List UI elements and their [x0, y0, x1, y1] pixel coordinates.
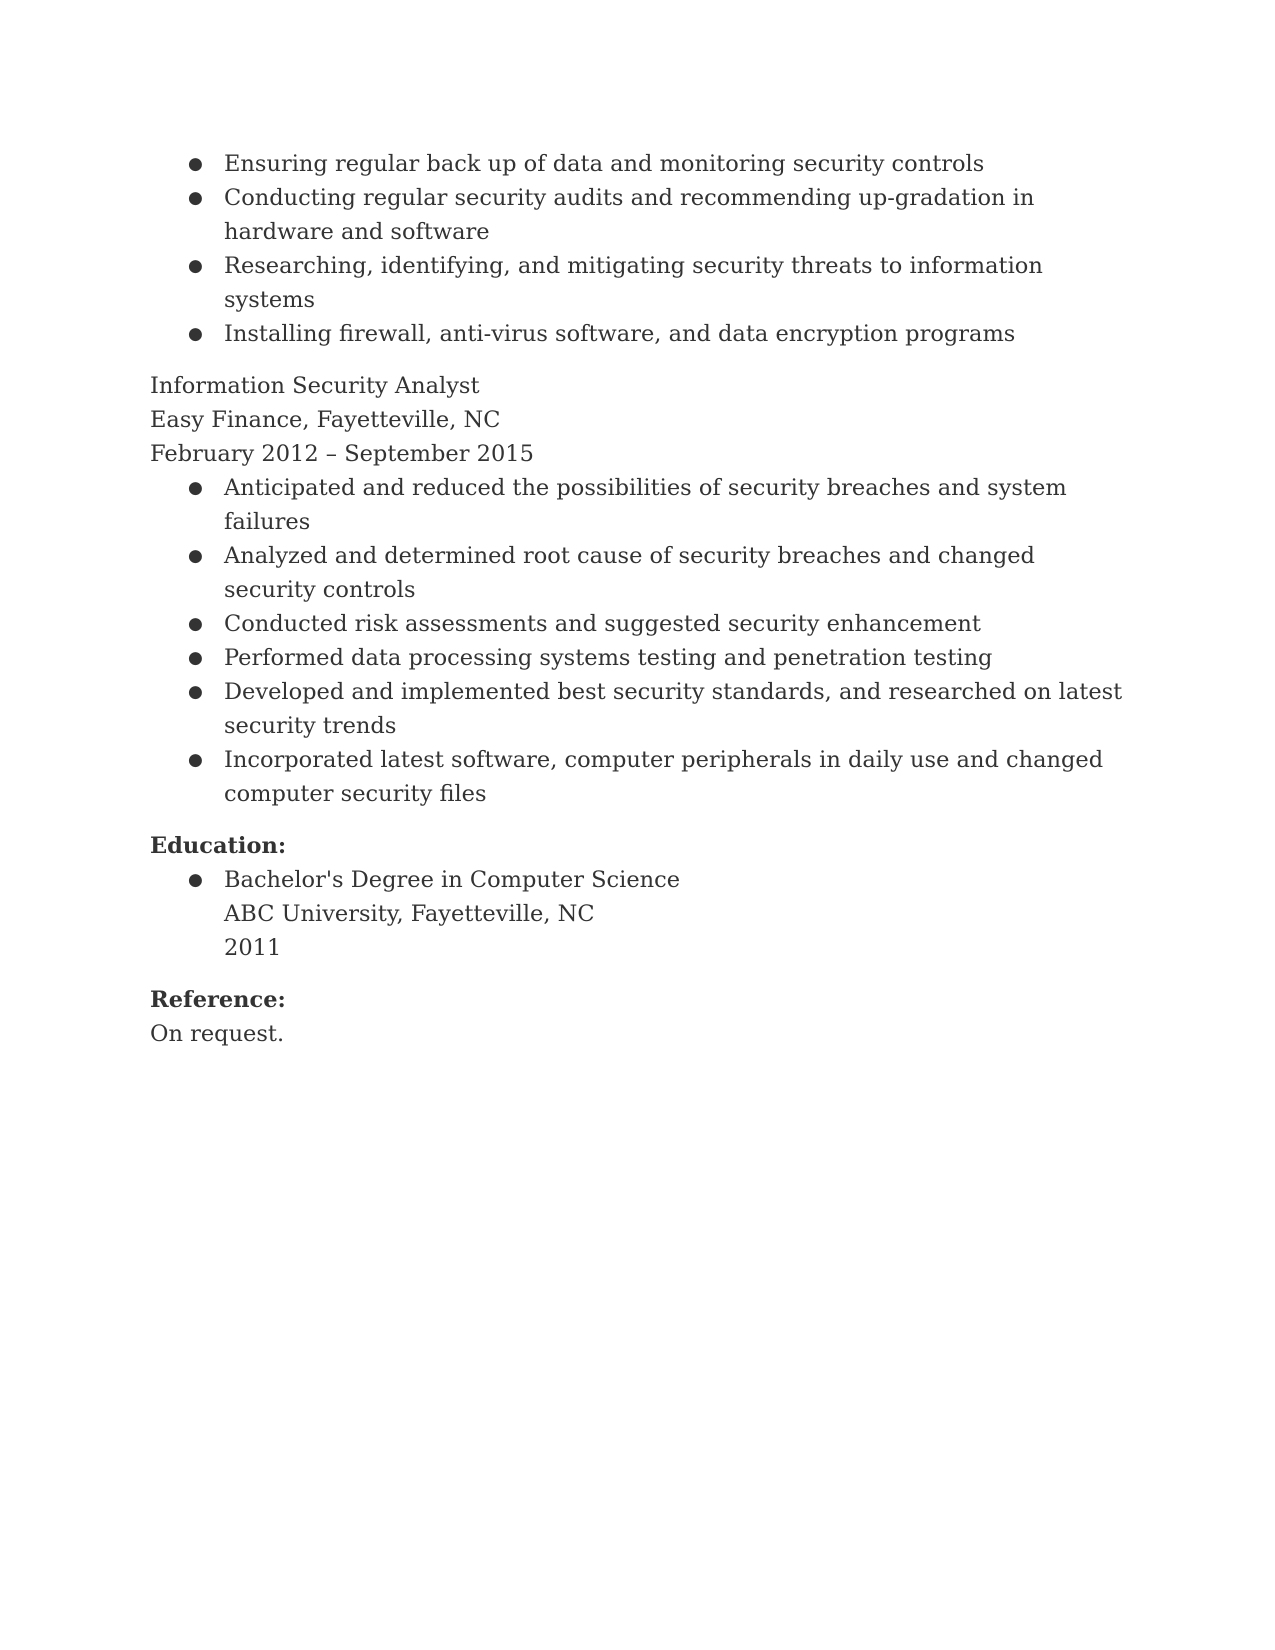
bullet-text: ● Analyzed and determined root cause of security breaches and changed security controls — [224, 543, 1035, 603]
education-section — [150, 829, 1130, 965]
section-spacer — [150, 811, 1130, 829]
bullet-text: ● Conducting regular security audits and recommending up-gradation in hardware and software — [224, 185, 1035, 245]
list-item — [150, 249, 1130, 317]
bullet-text: ● Conducted risk assessments and suggested security enhancement — [224, 611, 981, 637]
bullet-text: ● Anticipated and reduced the possibilities of security breaches and system failures — [224, 475, 1067, 535]
reference-heading: Reference: — [150, 987, 286, 1013]
bullet-text: ● Ensuring regular back up of data and monitoring security controls — [224, 151, 985, 177]
list-item — [150, 317, 1130, 351]
bullet-text: ● Performed data processing systems testing and penetration testing — [224, 645, 993, 671]
list-item — [150, 539, 1130, 607]
job-bullet-list — [150, 471, 1130, 811]
section-spacer — [150, 965, 1130, 983]
graduation-year: 2011 — [224, 935, 282, 961]
job-dates: February 2012 – September 2015 — [150, 441, 534, 467]
bullet-text: ● Researching, identifying, and mitigating security threats to information systems — [224, 253, 1043, 313]
list-item — [150, 147, 1130, 181]
list-item — [150, 675, 1130, 743]
job-company: Easy Finance, Fayetteville, NC — [150, 407, 501, 433]
list-item — [150, 181, 1130, 249]
list-item — [150, 641, 1130, 675]
bullet-text: ● Installing firewall, anti-virus software, and data encryption programs — [224, 321, 1016, 347]
list-item — [150, 471, 1130, 539]
degree-text: ● Bachelor's Degree in Computer Science — [224, 867, 681, 893]
reference-section — [150, 983, 1130, 1051]
list-item — [150, 743, 1130, 811]
resume-body — [150, 147, 1130, 1051]
section-spacer — [150, 351, 1130, 369]
education-list — [150, 863, 1130, 965]
reference-text: On request. — [150, 1021, 285, 1047]
list-item — [150, 863, 1130, 965]
list-item — [150, 607, 1130, 641]
bullet-text: ● Incorporated latest software, computer peripherals in daily use and changed computer security files — [224, 747, 1104, 807]
school-text: ABC University, Fayetteville, NC — [224, 901, 595, 927]
education-heading: Education: — [150, 833, 287, 859]
job-title: Information Security Analyst — [150, 373, 480, 399]
job-entry — [150, 369, 1130, 811]
bullet-text: ● Developed and implemented best security standards, and researched on latest security trends — [224, 679, 1123, 739]
previous-job-bullet-list — [150, 147, 1130, 351]
